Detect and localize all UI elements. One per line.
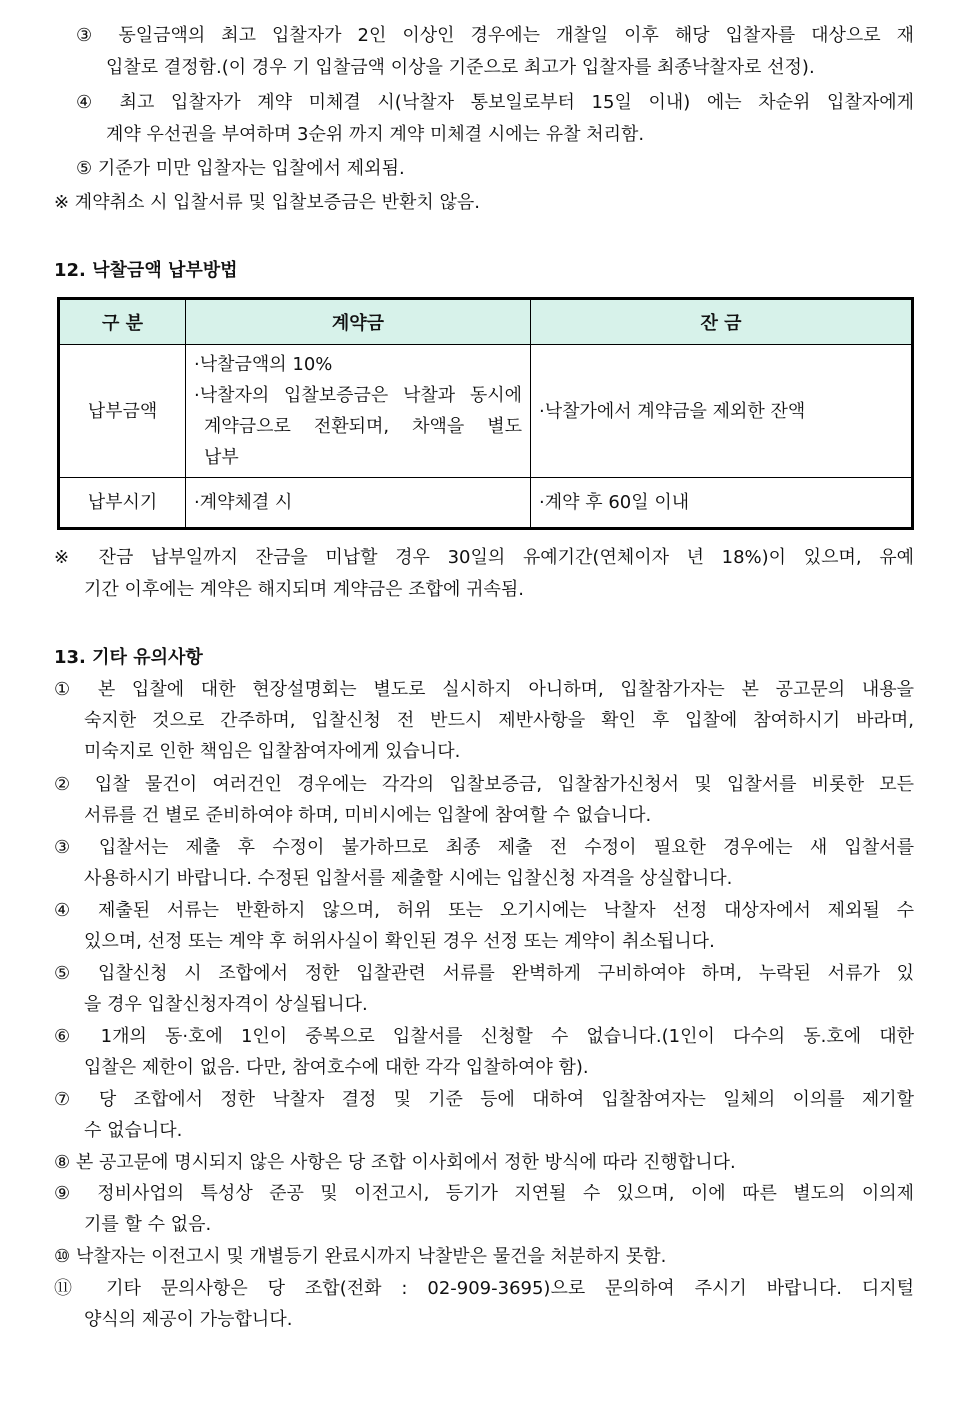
s13-line: ⑦ 당 조합에서 정한 낙찰자 결정 및 기준 등에 대하여 입찰참여자는 일체의 이의를 제기할 — [54, 1089, 914, 1110]
s13-line: ③ 입찰서는 제출 후 수정이 불가하므로 최종 제출 전 수정이 필요한 경우에는 새 입찰서를 — [54, 837, 914, 858]
s13-line: ⑪ 기타 문의사항은 당 조합(전화 : 02-909-3695)으로 문의하여 주시기 바랍니다. 디지털 — [54, 1278, 914, 1299]
s13-line: 사용하시기 바랍니다. 수정된 입찰서를 제출할 시에는 입찰신청 자격을 상실합니다. — [84, 868, 733, 889]
header-deposit: 계약금 — [186, 299, 531, 345]
cell-balance-amount: ·낙찰가에서 계약금을 제외한 잔액 — [531, 345, 913, 478]
s13-line: ① 본 입찰에 대한 현장설명회는 별도로 실시하지 아니하며, 입찰참가자는 본 공고문의 내용을 — [54, 679, 914, 700]
s11-note: ※ 계약취소 시 입찰서류 및 입찰보증금은 반환치 않음. — [54, 192, 481, 213]
s13-line: ⑨ 정비사업의 특성상 준공 및 이전고시, 등기가 지연될 수 있으며, 이에 따른 별도의 이의제 — [54, 1183, 914, 1204]
s11-item4-line1: ④ 최고 입찰자가 계약 미체결 시(낙찰자 통보일로부터 15일 이내) 에는 차순위 입찰자에게 — [76, 92, 914, 113]
s13-line: 수 없습니다. — [84, 1120, 183, 1141]
row-label-timing: 납부시기 — [59, 478, 186, 529]
deposit-amount-line4: 납부 — [204, 447, 239, 468]
table-header-row — [59, 299, 913, 345]
s11-item5: ⑤ 기준가 미만 입찰자는 입찰에서 제외됨. — [76, 158, 405, 179]
s13-line: ⑩ 낙찰자는 이전고시 및 개별등기 완료시까지 낙찰받은 물건을 처분하지 못함. — [54, 1246, 667, 1267]
deposit-amount-line2: ·낙찰자의 입찰보증금은 낙찰과 동시에 — [194, 385, 522, 406]
cell-deposit-timing: ·계약체결 시 — [186, 478, 531, 529]
section12-title: 12. 낙찰금액 납부방법 — [54, 260, 238, 281]
s13-line: 미숙지로 인한 책임은 입찰참여자에게 있습니다. — [84, 741, 461, 762]
section13-title: 13. 기타 유의사항 — [54, 647, 203, 668]
header-category: 구 분 — [59, 299, 186, 345]
s11-item3-line1: ③ 동일금액의 최고 입찰자가 2인 이상인 경우에는 개찰일 이후 해당 입찰자를 대상으로 재 — [76, 25, 914, 46]
cell-balance-timing: ·계약 후 60일 이내 — [531, 478, 913, 529]
s13-line: 을 경우 입찰신청자격이 상실됩니다. — [84, 994, 368, 1015]
cell-deposit-amount — [186, 345, 531, 478]
s13-line: ④ 제출된 서류는 반환하지 않으며, 허위 또는 오기시에는 낙찰자 선정 대상자에서 제외될 수 — [54, 900, 914, 921]
header-balance: 잔 금 — [531, 299, 913, 345]
row-label-amount: 납부금액 — [59, 345, 186, 478]
s13-line: ⑤ 입찰신청 시 조합에서 정한 입찰관련 서류를 완벽하게 구비하여야 하며, 누락된 서류가 있 — [54, 963, 914, 984]
s13-line: ② 입찰 물건이 여러건인 경우에는 각각의 입찰보증금, 입찰참가신청서 및 입찰서를 비롯한 모든 — [54, 774, 914, 795]
deposit-amount-line1: ·낙찰금액의 10% — [194, 354, 333, 375]
payment-table — [57, 297, 914, 530]
s11-item3-line2: 입찰로 결정함.(이 경우 기 입찰금액 이상을 기준으로 최고가 입찰자를 최종낙찰자로 선정). — [106, 57, 815, 78]
s13-line: 서류를 건 별로 준비하여야 하며, 미비시에는 입찰에 참여할 수 없습니다. — [84, 805, 652, 826]
s11-item4-line2: 계약 우선권을 부여하며 3순위 까지 계약 미체결 시에는 유찰 처리함. — [106, 124, 645, 145]
table-row-amount — [59, 345, 913, 478]
s13-line: ⑧ 본 공고문에 명시되지 않은 사항은 당 조합 이사회에서 정한 방식에 따라 진행합니다. — [54, 1152, 736, 1173]
table-row-timing — [59, 478, 913, 529]
s13-line: 기를 할 수 없음. — [84, 1214, 212, 1235]
s13-line: 입찰은 제한이 없음. 다만, 참여호수에 대한 각각 입찰하여야 함). — [84, 1057, 589, 1078]
deposit-amount-line3: 계약금으로 전환되며, 차액을 별도 — [204, 416, 522, 437]
s13-line: 양식의 제공이 가능합니다. — [84, 1309, 293, 1330]
s13-line: 숙지한 것으로 간주하며, 입찰신청 전 반드시 제반사항을 확인 후 입찰에 참여하시기 바라며, — [84, 710, 914, 731]
s12-note-line1: ※ 잔금 납부일까지 잔금을 미납할 경우 30일의 유예기간(연체이자 년 18%)이 있으며, 유예 — [54, 547, 914, 568]
s12-note-line2: 기간 이후에는 계약은 해지되며 계약금은 조합에 귀속됨. — [84, 579, 524, 600]
s13-line: 있으며, 선정 또는 계약 후 허위사실이 확인된 경우 선정 또는 계약이 취소됩니다. — [84, 931, 715, 952]
s13-line: ⑥ 1개의 동·호에 1인이 중복으로 입찰서를 신청할 수 없습니다.(1인이 다수의 동.호에 대한 — [54, 1026, 914, 1047]
